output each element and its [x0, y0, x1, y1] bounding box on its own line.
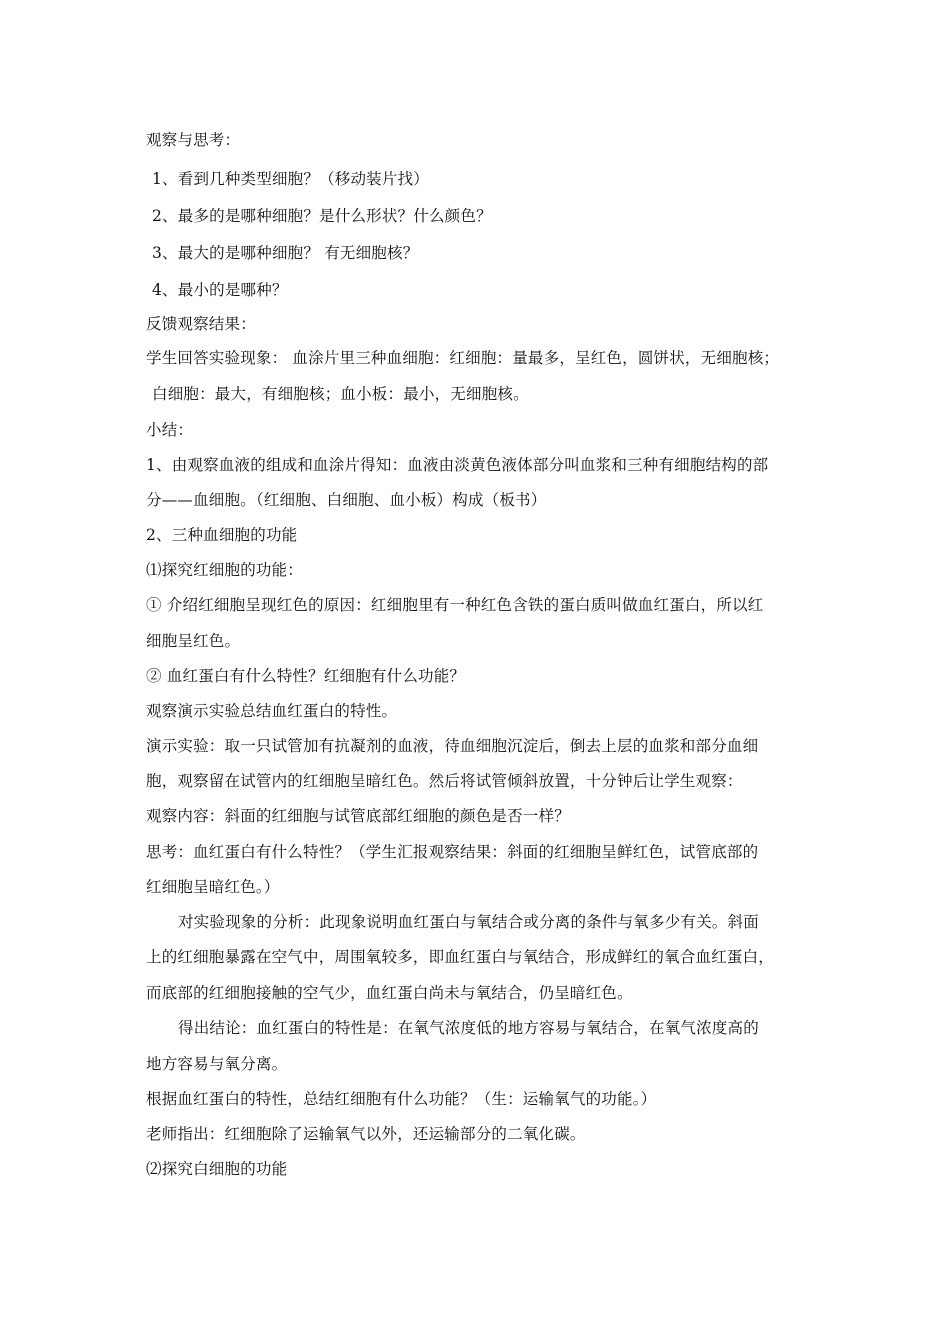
demo-experiment: 演示实验：取一只试管加有抗凝剂的血液，待血细胞沉淀后，倒去上层的血浆和部分血细: [146, 737, 759, 755]
observe-content: 观察内容：斜面的红细胞与试管底部红细胞的颜色是否一样？: [146, 807, 570, 825]
analysis-cont-1: 上的红细胞暴露在空气中，周围氧较多，即血红蛋白与氧结合，形成鲜红的氧合血红蛋白，: [146, 948, 775, 966]
student-answer-cont: 白细胞：最大，有细胞核；血小板：最小，无细胞核。: [152, 385, 529, 403]
teacher-note: 老师指出：红细胞除了运输氧气以外，还运输部分的二氧化碳。: [146, 1125, 586, 1143]
analysis-cont-2: 而底部的红细胞接触的空气少，血红蛋白尚未与氧结合，仍呈暗红色。: [146, 984, 633, 1002]
demo-experiment-cont: 胞，观察留在试管内的红细胞呈暗红色。然后将试管倾斜放置，十分钟后让学生观察：: [146, 772, 743, 790]
summary-1: 1、由观察血液的组成和血涂片得知：血液由淡黄色液体部分叫血浆和三种有细胞结构的部: [146, 456, 769, 474]
summary-2: 2、三种血细胞的功能: [146, 526, 298, 544]
think-question: 思考：血红蛋白有什么特性？（学生汇报观察结果：斜面的红细胞呈鲜红色，试管底部的: [146, 843, 759, 861]
red-cell-reason: ① 介绍红细胞呈现红色的原因：红细胞里有一种红色含铁的蛋白质叫做血红蛋白，所以红: [146, 596, 764, 614]
heading-observe-think: 观察与思考：: [146, 131, 241, 149]
question-4: 4、最小的是哪种？: [152, 281, 288, 299]
student-answer: 学生回答实验现象： 血涂片里三种血细胞：红细胞：量最多，呈红色，圆饼状，无细胞核；: [146, 349, 780, 367]
summary-1-cont: 分——血细胞。（红细胞、白细胞、血小板）构成（板书）: [146, 491, 547, 509]
conclusion-cont: 地方容易与氧分离。: [146, 1055, 288, 1073]
conclusion: 得出结论：血红蛋白的特性是：在氧气浓度低的地方容易与氧结合，在氧气浓度高的: [178, 1019, 759, 1037]
section-red-cell: ⑴探究红细胞的功能：: [146, 561, 304, 579]
observe-demo: 观察演示实验总结血红蛋白的特性。: [146, 702, 398, 720]
red-cell-reason-cont: 细胞呈红色。: [146, 632, 241, 650]
hemoglobin-question: ② 血红蛋白有什么特性？红细胞有什么功能？: [146, 667, 466, 685]
analysis: 对实验现象的分析：此现象说明血红蛋白与氧结合或分离的条件与氧多少有关。斜面: [178, 913, 759, 931]
heading-feedback: 反馈观察结果：: [146, 315, 256, 333]
section-white-cell: ⑵探究白细胞的功能: [146, 1160, 288, 1178]
question-2: 2、最多的是哪种细胞？是什么形状？什么颜色？: [152, 207, 492, 225]
think-question-cont: 红细胞呈暗红色。）: [146, 878, 280, 896]
question-3: 3、最大的是哪种细胞？ 有无细胞核？: [152, 244, 419, 262]
function-question: 根据血红蛋白的特性，总结红细胞有什么功能？（生：运输氧气的功能。）: [146, 1090, 657, 1108]
heading-summary: 小结：: [146, 421, 194, 439]
question-1: 1、看到几种类型细胞？（移动装片找）: [152, 170, 429, 188]
